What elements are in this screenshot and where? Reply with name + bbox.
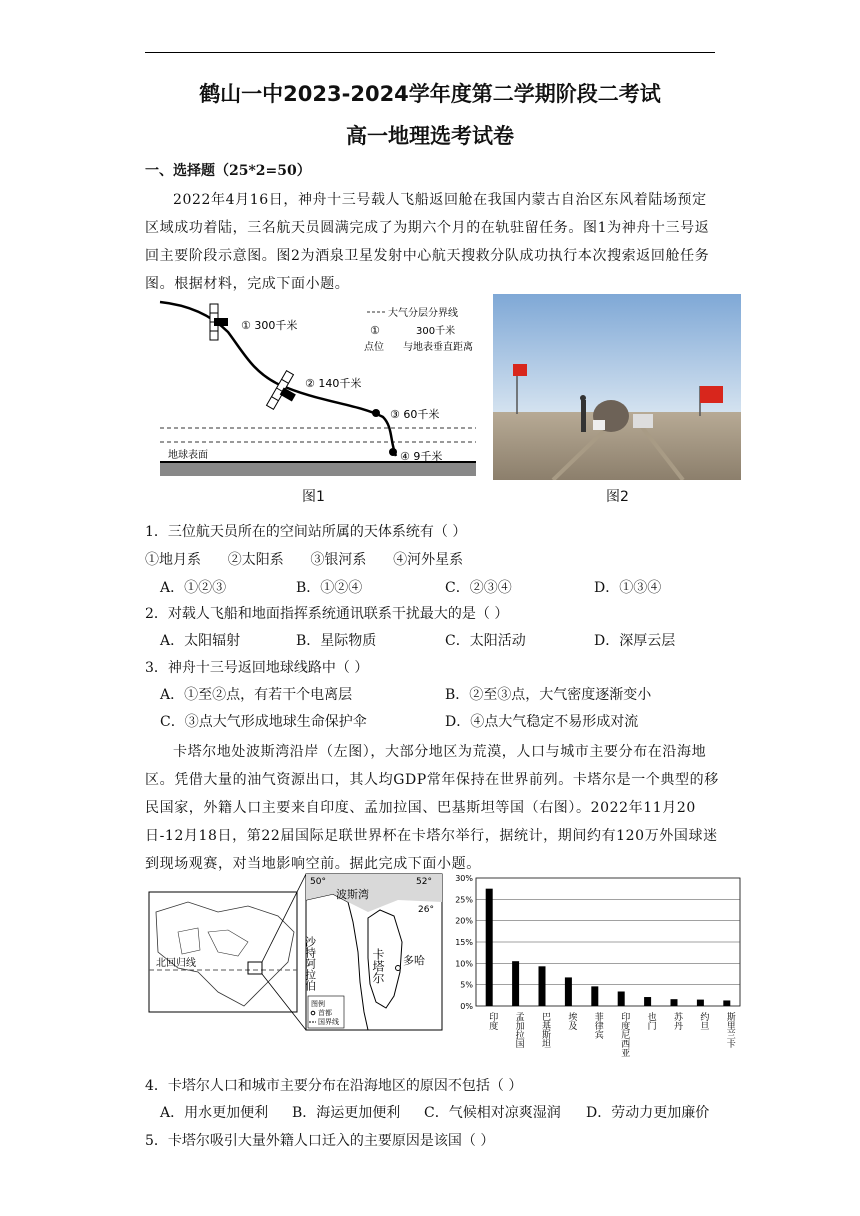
bar-2 [539,966,546,1006]
surface-label: 地球表面 [168,450,208,461]
capsule-point-3 [372,409,380,417]
y-tick-label: 25% [455,895,473,905]
figure-2-photo [493,294,741,480]
q4-option-b[interactable]: B．海运更加便利 [292,1105,401,1121]
figure-1-diagram [158,292,480,482]
q1-option-a[interactable]: A．①②③ [160,580,227,596]
q2-option-c[interactable]: C．太阳活动 [445,633,526,649]
tropic-label: 北回归线 [156,958,196,969]
exam-title: 鹤山一中2023-2024学年度第二学期阶段二考试 [199,82,661,106]
figure-2-caption: 图2 [606,489,629,505]
header-rule [145,52,715,53]
q1-option-b[interactable]: B．①②④ [296,580,363,596]
question-3-stem: 3．神舟十三号返回地球线路中（ ） [145,660,369,676]
x-tick-label: 苏丹 [672,1012,682,1030]
q1-option-d[interactable]: D．①③④ [594,580,662,596]
earth-ground-hatch [160,462,476,476]
section-heading: 一、选择题（25*2=50） [145,163,311,179]
q1-option-c[interactable]: C．②③④ [445,580,512,596]
y-tick-label: 15% [455,938,473,947]
legend-title: 图例 [311,1000,325,1008]
y-tick-label: 5% [460,980,473,990]
bar-9 [723,1000,730,1006]
migrant-origin-bar-chart [448,872,744,1058]
figure-1-caption: 图1 [302,489,325,505]
legend-point: ① [370,324,380,337]
y-tick-label: 20% [455,916,473,926]
q3-option-a[interactable]: A．①至②点，有若干个电离层 [160,687,353,703]
exam-subtitle: 高一地理选考试卷 [346,124,514,148]
q3-option-c[interactable]: C．③点大气形成地球生命保护伞 [160,714,367,730]
bar-4 [591,986,598,1006]
longitude-50: 50° [310,877,326,887]
x-tick-label: 约旦 [698,1012,709,1030]
legend-capital: 首都 [318,1009,332,1017]
point-2-label: ② 140千米 [305,377,362,390]
bar-0 [486,889,493,1006]
capsule-point-4 [389,448,397,456]
q2-option-d[interactable]: D．深厚云层 [594,633,676,649]
question-5-stem: 5．卡塔尔吸引大量外籍人口迁入的主要原因是该国（ ） [145,1133,495,1149]
spacecraft-icon [210,304,228,340]
legend-boundary-label: 大气分层分界线 [388,308,458,319]
bar-7 [671,999,678,1006]
q3-option-b[interactable]: B．②至③点，大气密度逐渐变小 [445,687,652,703]
legend-point-label: 点位 [364,342,384,353]
question-2-stem: 2．对载人飞船和地面指挥系统通讯联系干扰最大的是（ ） [145,606,509,622]
saudi-label: 沙特阿拉伯 [303,936,317,991]
x-tick-label: 斯里兰卡 [724,1012,735,1048]
x-tick-label: 孟加拉国 [513,1012,524,1048]
q4-option-c[interactable]: C．气候相对凉爽湿润 [424,1105,561,1121]
y-tick-label: 30% [455,874,473,883]
q4-option-a[interactable]: A．用水更加便利 [160,1105,269,1121]
x-tick-label: 埃及 [566,1012,577,1030]
qatar-label: 卡塔尔 [371,948,385,984]
bar-6 [644,997,651,1006]
bar-8 [697,1000,704,1006]
point-3-label: ③ 60千米 [390,408,440,421]
x-tick-label: 印度尼西亚 [619,1012,630,1057]
y-tick-label: 0% [460,1002,473,1011]
flag-right [700,386,723,403]
q3-option-d[interactable]: D．④点大气稳定不易形成对流 [445,714,639,730]
passage-1: 2022年4月16日，神舟十三号载人飞船返回舱在我国内蒙古自治区东风着陆场预定区域成功着陆，三名航天员圆满完成了为期六个月的在轨驻留任务。图1为神舟十三号返回主要阶段示意图。图2为酒泉卫星发射中心航天搜救分队成功执行本次搜索返回舱任务图。根据材料，完成下面小题。 [145,192,710,292]
question-1-stem: 1．三位航天员所在的空间站所属的天体系统有（ ） [145,524,467,540]
q2-option-a[interactable]: A．太阳辐射 [160,633,241,649]
x-tick-label: 巴基斯坦 [540,1012,550,1048]
q2-option-b[interactable]: B．星际物质 [296,633,377,649]
bar-5 [618,991,625,1006]
legend-border: 国界线 [318,1018,339,1026]
qatar-location-map [148,872,444,1034]
question-4-stem: 4．卡塔尔人口和城市主要分布在沿海地区的原因不包括（ ） [145,1078,523,1094]
legend-distance: 300千米 [416,326,456,337]
x-tick-label: 菲律宾 [592,1012,603,1039]
bar-1 [512,961,519,1006]
question-1-items: ①地月系 ②太阳系 ③银河系 ④河外星系 [145,552,464,568]
point-4-label: ④ 9千米 [400,450,443,463]
longitude-52: 52° [416,877,432,887]
q4-option-d[interactable]: D．劳动力更加廉价 [586,1105,710,1121]
x-tick-label: 印度 [487,1012,498,1030]
point-1-label: ① 300千米 [241,319,298,332]
passage-2: 卡塔尔地处波斯湾沿岸（左图），大部分地区为荒漠，人口与城市主要分布在沿海地区。凭借大量的油气资源出口，其人均GDP常年保持在世界前列。卡塔尔是一个典型的移民国家，外籍人口主要来自印度、孟加拉国、巴基斯坦等国（右图）。2022年11月20日-12月18日，第22届国际足联世界杯在卡塔尔举行，据统计，期间约有120万外国球迷到现场观赛，对当地影响空前。据此完成下面小题。 [145,744,719,872]
legend-distance-label: 与地表垂直距离 [403,342,473,353]
doha-label: 多哈 [403,954,425,967]
x-tick-label: 也门 [645,1012,656,1030]
flag-left [513,364,527,376]
gulf-label: 波斯湾 [336,888,369,901]
bar-3 [565,977,572,1006]
y-tick-label: 10% [455,959,473,969]
latitude-26: 26° [418,905,434,915]
